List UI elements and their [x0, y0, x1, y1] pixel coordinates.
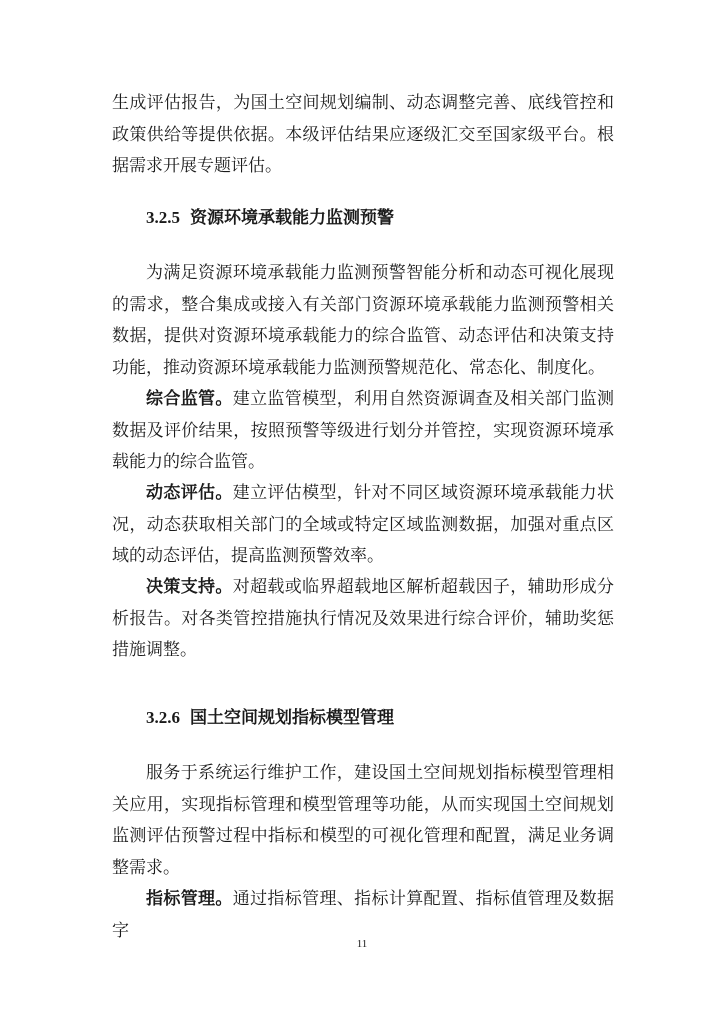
paragraph-indicator-model-intro: 服务于系统运行维护工作，建设国土空间规划指标模型管理相关应用，实现指标管理和模型管理等功能，从而实现国土空间规划监测评估预警过程中指标和模型的可视化管理和配置，满足业务调整需求。: [112, 763, 614, 878]
paragraph-lead: 指标管理。: [146, 889, 233, 909]
section-title: 国土空间规划指标模型管理: [190, 708, 394, 728]
page-number: 11: [356, 938, 368, 950]
paragraph-body: 建立评估模型，针对不同区域资源环境承载能力状况，动态获取相关部门的全域或特定区域监测数据，加强对重点区域的动态评估，提高监测预警效率。: [112, 483, 615, 566]
paragraph-body: 对超载或临界超载地区解析超载因子，辅助形成分析报告。对各类管控措施执行情况及效果进行综合评价，辅助奖惩措施调整。: [112, 577, 615, 660]
paragraph-continuation: 生成评估报告，为国土空间规划编制、动态调整完善、底线管控和政策供给等提供依据。本级评估结果应逐级汇交至国家级平台。根据需求开展专题评估。: [112, 93, 614, 176]
section-title: 资源环境承载能力监测预警: [190, 208, 394, 228]
paragraph-comprehensive-supervision: [112, 384, 614, 479]
paragraph-dynamic-assessment: [112, 478, 614, 573]
section-heading-3-2-6: [146, 706, 394, 730]
section-number: 3.2.6: [146, 708, 180, 727]
paragraph-body: 通过指标管理、指标计算配置、指标值管理及数据字: [112, 889, 615, 941]
paragraph-intro-monitoring: 为满足资源环境承载能力监测预警智能分析和动态可视化展现的需求，整合集成或接入有关部门资源环境承载能力监测预警相关数据，提供对资源环境承载能力的综合监管、动态评估和决策支持功能，推动资源环境承载能力监测预警规范化、常态化、制度化。: [112, 263, 614, 378]
paragraph-body: 建立监管模型，利用自然资源调查及相关部门监测数据及评价结果，按照预警等级进行划分并管控，实现资源环境承载能力的综合监管。: [112, 389, 615, 472]
paragraph-decision-support: [112, 572, 614, 667]
paragraph-lead: 动态评估。: [146, 483, 233, 503]
paragraph-lead: 综合监管。: [146, 389, 233, 409]
section-heading-3-2-5: [146, 206, 394, 230]
section-number: 3.2.5: [146, 208, 180, 227]
paragraph-lead: 决策支持。: [146, 577, 233, 597]
